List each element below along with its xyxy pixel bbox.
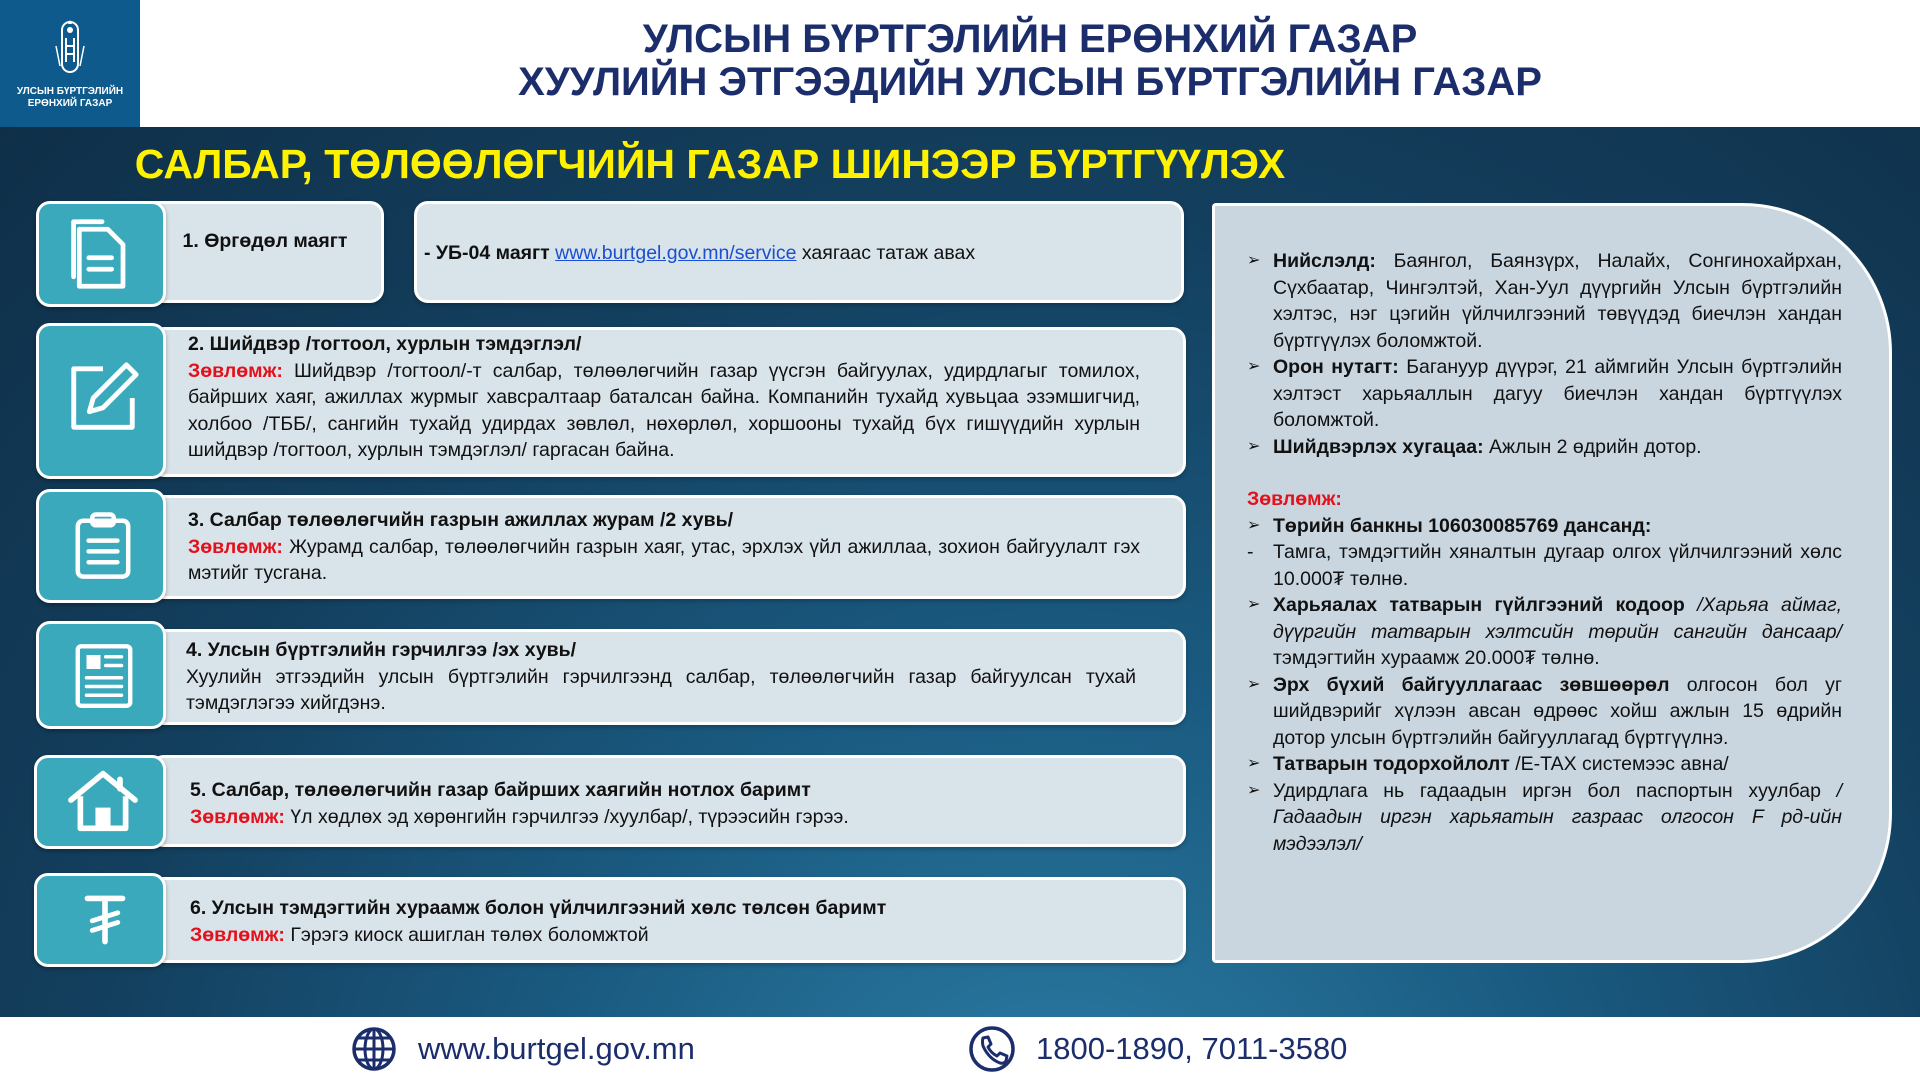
foreign-item — [1247, 778, 1842, 858]
deadline-label: Шийдвэрлэх хугацаа: — [1273, 435, 1484, 458]
rural-label: Орон нутагт: — [1273, 356, 1399, 378]
permit-label: Эрх бүхий байгууллагаас зөвшөөрөл — [1273, 673, 1670, 696]
capital-text: Баянгол, Баянзүрх, Налайх, Сонгинохайрхан, Сүхбаатар, Чингэлтэй, Хан-Уул дүүргийн Улсын бүртгэлийн хэлтэс, нэг цэгийн үйлчилгээний төвүүдэд биечлэн хандан бүртгүүлэх боломжтой. — [1273, 250, 1842, 352]
arrow-bullet-icon: ➢ — [1247, 358, 1261, 375]
deadline-item — [1247, 434, 1842, 461]
foreign-italic: /Гадаадын иргэн харьяатын газраас олгосон F рд-ийн мэдээлэл/ — [1273, 779, 1842, 855]
step-3-title: 3. Салбар төлөөлөгчийн газрын ажиллах журам /2 хувь/ — [188, 509, 733, 531]
step-3-text — [188, 507, 1140, 587]
bank-text: Тамга, тэмдэгтийн хяналтын дугаар олгох үйлчилгээний хөлс 10.000₮ төлнө. — [1273, 541, 1842, 590]
step-4-text — [186, 637, 1136, 717]
arrow-bullet-icon: ➢ — [1247, 755, 1261, 772]
permit-text: олгосон бол уг шийдвэрийг хүлээн авсан өдрөөс хойш ажлын 15 өдрийн дотор улсын бүртгэлийн байгууллагад бүртгүүлнэ. — [1273, 673, 1842, 749]
arrow-bullet-icon: ➢ — [1247, 596, 1261, 613]
logo-line-1: УЛСЫН БҮРТГЭЛИЙН — [16, 86, 124, 97]
tax-label: Харьяалах татварын гүйлгээний кодоор — [1273, 594, 1685, 616]
document-icon — [66, 213, 142, 295]
rural-item — [1247, 354, 1842, 434]
step-4-body: Хуулийн этгээдийн улсын бүртгэлийн гэрчилгээнд салбар, төлөөлөгчийн газар байгуулсан тухай тэмдэглэгээ хийгдэнэ. — [186, 665, 1136, 714]
section-title: САЛБАР, ТӨЛӨӨЛӨГЧИЙН ГАЗАР ШИНЭЭР БҮРТГҮҮЛЭХ — [134, 141, 1286, 187]
deadline-text: Ажлын 2 өдрийн дотор. — [1489, 435, 1702, 458]
edit-icon — [64, 358, 142, 438]
step-2-advice-label: Зөвлөмж: — [188, 359, 283, 382]
taxref-item — [1247, 751, 1842, 778]
step-1-detail-suffix: хаягаас татаж авах — [801, 242, 976, 264]
tax-item — [1247, 592, 1842, 672]
phone-number[interactable]: 1800-1890, 7011-3580 — [1036, 1031, 1348, 1066]
step-2-advice: Шийдвэр /тогтоол/-т салбар, төлөөлөгчийн газар үүсгэн байгуулах, удирдлагыг томилох, байрших хаяг, ажиллах журмыг хавсралтаар баталсан байна. Компанийн тухайд хувьцаа эзэмшигчид, холбоо /ТББ/, сангийн тухайд удирдах зөвлөл, нөхөрлөл, хоршооны тухайд бүх гишүүдийн хурлын шийдвэр /тогтоол, хурлын тэмдэглэл/ гаргасан байна. — [188, 359, 1140, 461]
step-3-advice: Журамд салбар, төлөөлөгчийн газрын хаяг, утас, эрхлэх үйл ажиллаа, зохион байгуулалт гэх мэтийг тусгана. — [188, 535, 1141, 584]
step-6-icon-tile — [34, 873, 166, 967]
step-3-icon-tile — [36, 489, 166, 603]
step-2-title: 2. Шийдвэр /тогтоол, хурлын тэмдэглэл/ — [188, 333, 582, 355]
tax-italic: /Харьяа аймаг, дүүргийн татварын хэлтсийн төрийн сангийн дансаар/ — [1273, 594, 1842, 643]
phone-icon — [968, 1025, 1016, 1073]
taxref-label: Татварын тодорхойлолт — [1273, 753, 1510, 775]
header — [0, 0, 1920, 127]
title-line-1: УЛСЫН БҮРТГЭЛИЙН ЕРӨНХИЙ ГАЗАР — [642, 17, 1418, 61]
arrow-bullet-icon: ➢ — [1247, 781, 1261, 799]
logo-line-2: ЕРӨНХИЙ ГАЗАР — [27, 98, 113, 109]
certificate-icon — [69, 636, 139, 716]
step-3-advice-label: Зөвлөмж: — [188, 535, 283, 558]
page-title — [140, 18, 1920, 104]
step-2-icon-tile — [36, 323, 166, 479]
foreign-text: Удирдлага нь гадаадын иргэн бол паспортын хуулбар — [1273, 779, 1821, 802]
logo-text — [0, 86, 140, 110]
step-1-title — [150, 228, 380, 255]
step-6-advice: Гэрэгэ киоск ашиглан төлөх боломжтой — [290, 923, 649, 946]
logo — [0, 0, 140, 127]
tax-text: тэмдэгтийн хураамж 20.000₮ төлнө. — [1273, 647, 1600, 669]
step-5-title: 5. Салбар, төлөөлөгчийн газар байрших хаягийн нотлох баримт — [190, 779, 811, 801]
step-4-title: 4. Улсын бүртгэлийн гэрчилгээ /эх хувь/ — [186, 639, 577, 661]
globe-icon — [350, 1025, 398, 1073]
emblem-icon — [50, 16, 90, 78]
capital-label: Нийслэлд: — [1273, 250, 1376, 272]
main-panel — [0, 127, 1920, 1017]
rural-text: Багануур дүүрэг, 21 аймгийн Улсын бүртгэлийн хэлтэст харьяаллын дагуу биечлэн хандан бүртгүүлэх боломжтой. — [1273, 356, 1842, 431]
bank-item — [1247, 513, 1842, 540]
step-5-icon-tile — [34, 755, 166, 849]
step-4-icon-tile — [36, 621, 166, 729]
step-5-text — [190, 777, 1142, 830]
step-5-advice: Үл хөдлөх эд хөрөнгийн гэрчилгээ /хуулбар/, түрээсийн гэрээ. — [290, 805, 849, 828]
tugrik-icon — [81, 890, 129, 950]
step-1-detail — [424, 240, 1164, 267]
footer — [0, 1017, 1920, 1080]
step-1-icon-tile — [36, 201, 166, 307]
step-2-text — [188, 331, 1140, 464]
home-icon — [65, 768, 141, 834]
step-1-title-text: 1. Өргөдөл маягт — [182, 230, 348, 252]
capital-item — [1247, 248, 1842, 354]
bank-detail — [1247, 539, 1842, 592]
arrow-bullet-icon: ➢ — [1247, 437, 1261, 455]
clipboard-icon — [67, 504, 139, 588]
info-panel — [1212, 203, 1892, 963]
step-6-advice-label: Зөвлөмж: — [190, 923, 285, 946]
arrow-bullet-icon: ➢ — [1247, 675, 1261, 693]
arrow-bullet-icon: ➢ — [1247, 516, 1261, 534]
arrow-bullet-icon: ➢ — [1247, 252, 1261, 269]
permit-item — [1247, 672, 1842, 752]
step-6-text — [190, 895, 1160, 948]
info-panel-text — [1247, 248, 1842, 857]
bank-label: Төрийн банкны 106030085769 дансанд: — [1273, 514, 1652, 537]
step-5-advice-label: Зөвлөмж: — [190, 805, 285, 828]
taxref-text: /E-TAX системээс авна/ — [1515, 753, 1729, 775]
website-link[interactable]: www.burtgel.gov.mn — [418, 1031, 695, 1066]
dash-bullet: - — [1247, 541, 1254, 563]
step-1-detail-prefix: - УБ-04 маягт — [424, 242, 550, 264]
advice-heading: Зөвлөмж: — [1247, 488, 1342, 510]
title-line-2: ХУУЛИЙН ЭТГЭЭДИЙН УЛСЫН БҮРТГЭЛИЙН ГАЗАР — [518, 60, 1542, 104]
step-6-title: 6. Улсын тэмдэгтийн хураамж болон үйлчилгээний хөлс төлсөн баримт — [190, 897, 887, 919]
service-link[interactable]: www.burtgel.gov.mn/service — [555, 242, 797, 264]
